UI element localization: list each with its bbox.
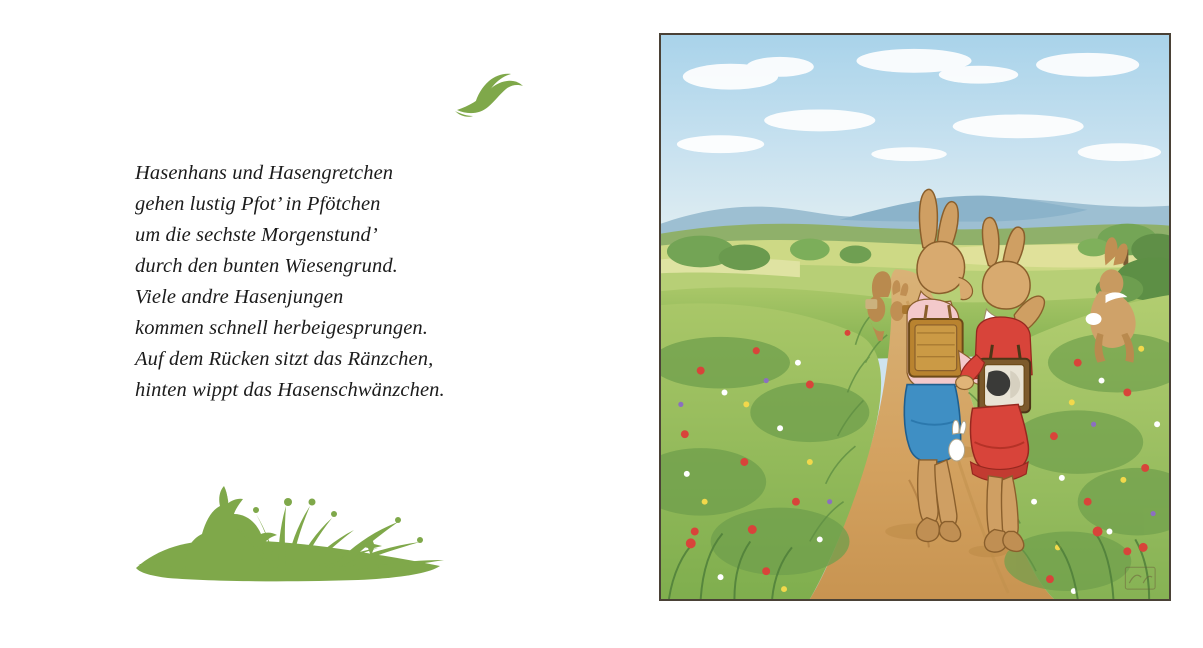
poem-line: Viele andre Hasenjungen — [135, 286, 344, 308]
poem-line: kommen schnell herbeigesprungen. — [135, 317, 428, 339]
poem-line: Hasenhans und Hasengretchen — [135, 162, 394, 184]
poem-line: hinten wippt das Hasenschwänzchen. — [135, 379, 445, 401]
rabbits-walking-to-school-illustration — [659, 33, 1171, 601]
poem-line: Auf dem Rücken sitzt das Ränzchen, — [135, 348, 434, 370]
right-page — [659, 33, 1171, 601]
poem-line: durch den bunten Wiesengrund. — [135, 255, 398, 277]
flying-bird-icon — [455, 70, 525, 122]
poem-line: um die sechste Morgenstund’ — [135, 224, 378, 246]
rabbit-in-grass-icon — [128, 440, 448, 590]
poem-text — [135, 158, 555, 406]
poem-line: gehen lustig Pfot’ in Pfötchen — [135, 193, 381, 215]
